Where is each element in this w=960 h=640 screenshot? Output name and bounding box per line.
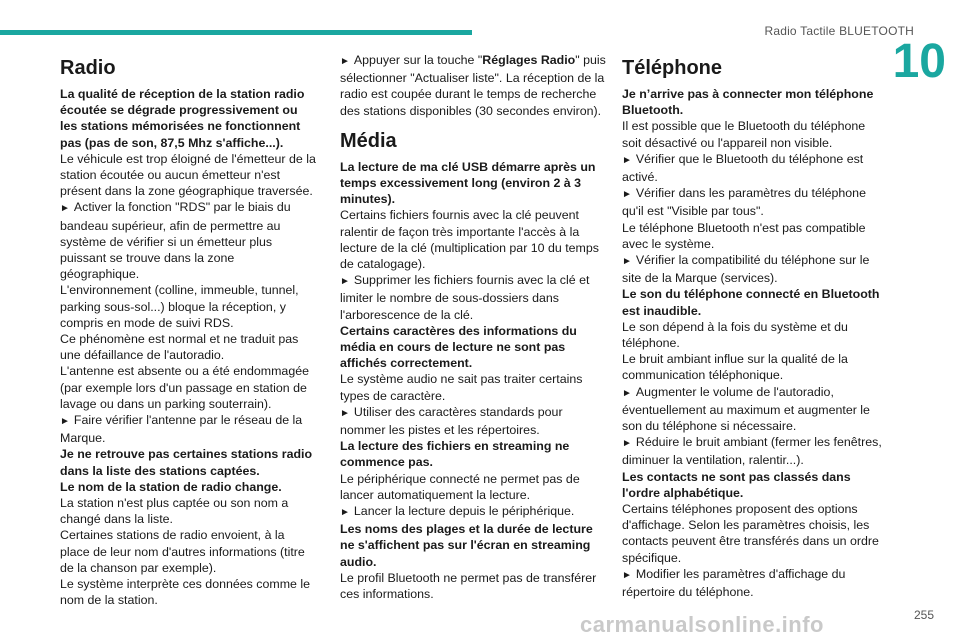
radio-question — [60, 479, 316, 495]
telephone-text: Modifier les paramètres d'affichage du répertoire du téléphone. — [622, 566, 846, 600]
media-text: Les noms des plages et la durée de lecture ne s'affichent pas sur l'écran en streaming audio. — [340, 522, 593, 569]
chapter-title: Radio Tactile BLUETOOTH — [764, 24, 914, 38]
telephone-instruction — [622, 384, 884, 435]
telephone-text: Vérifier dans les paramètres du téléphone qu'il est "Visible par tous". — [622, 186, 866, 219]
header-accent-bar — [0, 30, 472, 35]
page-number: 255 — [913, 608, 934, 622]
media-text: Le système audio ne sait pas traiter certains types de caractère. — [340, 372, 583, 403]
bullet-arrow-icon: ► — [622, 438, 632, 450]
radio-text: Activer la fonction "RDS" par le biais du bandeau supérieur, afin de permettre au système de vérifier si un émetteur plus puissant se trouve dans la zone géographique. — [60, 200, 291, 282]
telephone-text: Le son du téléphone connecté en Bluetooth est inaudible. — [622, 287, 880, 318]
section-title-radio: Radio — [60, 57, 116, 79]
radio-paragraph — [60, 282, 316, 331]
telephone-paragraph — [622, 118, 884, 150]
bullet-arrow-icon: ► — [340, 276, 350, 288]
radio-question — [60, 446, 316, 478]
media-text: Supprimer les fichiers fournis avec la clé et limiter le nombre de sous-dossiers dans l'arborescence de la clé. — [340, 273, 590, 322]
section-title-telephone: Téléphone — [622, 57, 723, 79]
radio-paragraph — [60, 331, 316, 363]
radio-text: Le système interprète ces données comme le nom de la station. — [60, 577, 311, 608]
bullet-arrow-icon: ► — [340, 407, 350, 419]
intro-text-key: Réglages Radio — [482, 53, 576, 67]
telephone-text: Réduire le bruit ambiant (fermer les fenêtres, diminuer la ventilation, ralentir...). — [622, 435, 882, 468]
telephone-question — [622, 286, 884, 318]
telephone-instruction — [622, 434, 884, 468]
radio-text: Faire vérifier l'antenne par le réseau de la Marque. — [60, 413, 303, 446]
bullet-arrow-icon: ► — [60, 416, 70, 428]
media-paragraph — [340, 371, 606, 403]
radio-paragraph — [60, 527, 316, 576]
telephone-text: Augmenter le volume de l'autoradio, éventuellement au maximum et augmenter le son du téléphone si nécessaire. — [622, 384, 870, 434]
bullet-arrow-icon: ► — [622, 569, 632, 581]
bullet-arrow-icon: ► — [340, 507, 350, 519]
bullet-arrow-icon: ► — [622, 256, 632, 268]
bullet-arrow-icon: ► — [622, 387, 632, 399]
telephone-text: Le téléphone Bluetooth n'est pas compatible avec le système. — [622, 220, 866, 251]
media-text: Le périphérique connecté ne permet pas de lancer automatiquement la lecture. — [340, 471, 580, 502]
bullet-arrow-icon: ► — [340, 56, 350, 67]
media-body — [340, 159, 606, 602]
radio-text: Certaines stations de radio envoient, à la place de leur nom d'autres informations (titre de la chanson par exemple). — [60, 528, 305, 575]
telephone-text: Vérifier la compatibilité du téléphone sur le site de la Marque (services). — [622, 253, 870, 286]
media-paragraph — [340, 207, 606, 272]
telephone-text: Je n’arrive pas à connecter mon téléphone Bluetooth. — [622, 87, 874, 118]
media-text: Certains fichiers fournis avec la clé peuvent ralentir de façon très importante l'accès à la lecture de la clé (multiplication par 10 du temps de catalogage). — [340, 208, 599, 272]
bullet-arrow-icon: ► — [622, 154, 632, 166]
media-question — [340, 323, 606, 372]
media-question — [340, 521, 606, 570]
media-paragraph — [340, 471, 606, 503]
radio-question — [60, 86, 316, 151]
media-text: Utiliser des caractères standards pour nommer les pistes et les répertoires. — [340, 404, 563, 438]
radio-text: L'environnement (colline, immeuble, tunnel, parking sous-sol...) bloque la réception, y compris en mode de suivi RDS. — [60, 283, 299, 330]
telephone-instruction — [622, 151, 884, 185]
radio-refresh-instruction — [340, 52, 606, 119]
radio-text: Je ne retrouve pas certaines stations radio dans la liste des stations captées. — [60, 447, 313, 478]
section-title-media: Média — [340, 129, 397, 152]
radio-paragraph — [60, 495, 316, 527]
media-question — [340, 438, 606, 470]
radio-text: La station n'est plus captée ou son nom a changé dans la liste. — [60, 496, 289, 527]
telephone-text: Il est possible que le Bluetooth du téléphone soit désactivé ou l'appareil non visible. — [622, 119, 866, 150]
telephone-instruction — [622, 566, 884, 600]
telephone-text: Le son dépend à la fois du système et du téléphone. — [622, 319, 848, 351]
radio-instruction — [60, 412, 316, 446]
telephone-paragraph — [622, 501, 884, 566]
radio-paragraph — [60, 576, 316, 608]
radio-text: Le véhicule est trop éloigné de l'émetteur de la station écoutée ou aucun émetteur n'est présent dans la zone géographique traversée. — [60, 151, 316, 199]
telephone-paragraph — [622, 319, 884, 351]
intro-text-post: " puis sélectionner "Actualiser liste". La réception de la radio est coupée durant le temps de recherche des stations disponibles (30 secondes environ). — [340, 53, 606, 118]
radio-text: L'antenne est absente ou a été endommagée (par exemple lors d'un passage en station de lavage ou dans un parking souterrain). — [60, 364, 309, 411]
media-instruction — [340, 272, 606, 323]
radio-paragraph — [60, 363, 316, 412]
media-text: Le profil Bluetooth ne permet pas de transférer ces informations. — [340, 570, 597, 602]
bullet-arrow-icon: ► — [60, 203, 70, 215]
watermark: carmanualsonline.info — [580, 612, 824, 637]
media-text: Lancer la lecture depuis le périphérique. — [353, 504, 575, 519]
telephone-paragraph — [622, 351, 884, 383]
radio-text: Ce phénomène est normal et ne traduit pas une défaillance de l'autoradio. — [60, 332, 299, 363]
telephone-instruction — [622, 185, 884, 219]
media-instruction — [340, 404, 606, 438]
telephone-question — [622, 469, 884, 501]
chapter-number: 10 — [892, 35, 946, 88]
media-instruction — [340, 503, 606, 521]
telephone-text: Les contacts ne sont pas classés dans l'ordre alphabétique. — [622, 469, 851, 500]
column-telephone — [622, 56, 884, 600]
intro-text-pre: Appuyer sur la touche " — [353, 53, 483, 67]
column-media — [340, 52, 606, 602]
media-text: La lecture des fichiers en streaming ne commence pas. — [340, 439, 570, 470]
telephone-instruction — [622, 252, 884, 286]
telephone-text: Certains téléphones proposent des options d'affichage. Selon les paramètres choisis, les contacts peuvent être transférés dans un ordre spécifique. — [622, 502, 879, 565]
telephone-text: Le bruit ambiant influe sur la qualité de la communication téléphonique. — [622, 352, 848, 383]
telephone-paragraph — [622, 220, 884, 252]
column-radio — [60, 56, 316, 609]
radio-paragraph — [60, 151, 316, 200]
media-text: Certains caractères des informations du média en cours de lecture ne sont pas affichés correctement. — [340, 323, 577, 371]
media-question — [340, 159, 606, 208]
telephone-body — [622, 86, 884, 600]
telephone-question — [622, 86, 884, 118]
bullet-arrow-icon: ► — [622, 189, 632, 201]
radio-body — [60, 86, 316, 609]
media-text: La lecture de ma clé USB démarre après un temps excessivement long (environ 2 à 3 minutes). — [340, 159, 596, 207]
radio-text: La qualité de réception de la station radio écoutée se dégrade progressivement ou les stations mémorisées ne fonctionnent pas (pas de son, 87,5 Mhz s'affiche...). — [60, 87, 305, 150]
media-paragraph — [340, 570, 606, 602]
radio-instruction — [60, 199, 316, 282]
telephone-text: Vérifier que le Bluetooth du téléphone est activé. — [622, 151, 864, 185]
radio-text: Le nom de la station de radio change. — [60, 479, 282, 494]
